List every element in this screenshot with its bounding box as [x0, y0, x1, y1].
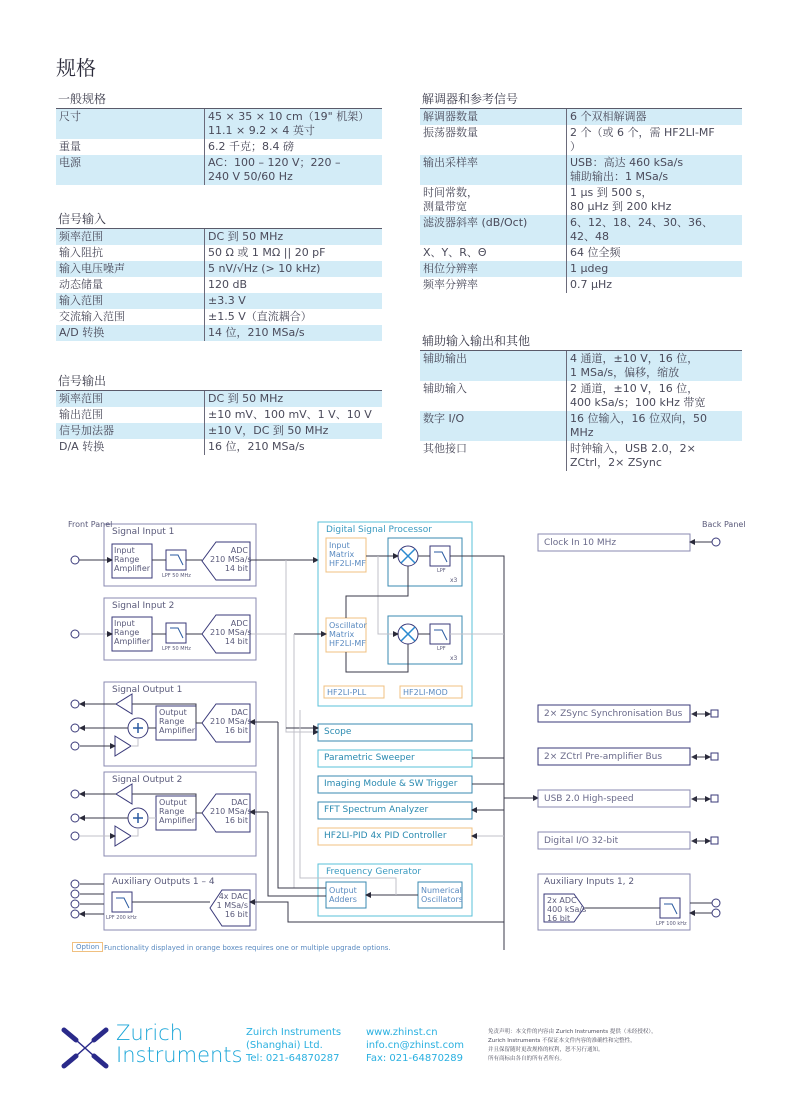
amp-in-1 [115, 736, 131, 756]
spec-row [56, 309, 382, 325]
module-scope: Scope [324, 727, 352, 737]
spec-key: 频率范围 [56, 391, 205, 407]
spec-section-signal-output [56, 372, 382, 455]
dsp-lpf-1-box [430, 546, 450, 566]
spec-key: D/A 转换 [56, 439, 205, 455]
spec-section-aux [420, 332, 742, 471]
brand-line-1: Zurich [116, 1021, 184, 1045]
spec-row [420, 245, 742, 261]
section-title: 信号输出 [56, 372, 382, 391]
bus-zsync-port [711, 710, 718, 717]
disclaimer-line: 免责声明：本文件的内容由 Zurich Instruments 提供（未经授权）， [488, 1029, 657, 1035]
spec-row [56, 229, 382, 245]
connector-aux-out-4 [71, 910, 79, 918]
disclaimer [488, 1028, 657, 1064]
bus-usb-port [711, 795, 718, 802]
company-info [246, 1026, 341, 1065]
signal-output-2-title: Signal Output 2 [112, 775, 183, 785]
connector-out-1a [71, 700, 79, 708]
lpf-1-box [166, 550, 186, 570]
spec-value: 4 通道，±10 V，16 位， 1 MSa/s，偏移，缩放 [567, 351, 743, 381]
spec-row [420, 109, 742, 125]
web-info [366, 1026, 464, 1065]
spec-key: 振荡器数量 [420, 125, 567, 155]
spec-row [420, 215, 742, 245]
numerical-osc-label: Numerical Oscillators [421, 886, 463, 904]
section-title: 辅助输入输出和其他 [420, 332, 742, 351]
spec-row [56, 325, 382, 341]
spec-row [420, 277, 742, 293]
spec-key: 时间常数， 测量带宽 [420, 185, 567, 215]
spec-value: 50 Ω 或 1 MΩ || 20 pF [208, 246, 326, 259]
spec-value: 2 通道，±10 V，16 位， 400 kSa/s；100 kHz 带宽 [570, 382, 706, 409]
spec-value: 5 nV/√Hz (> 10 kHz) [205, 261, 383, 277]
spec-key: 输出采样率 [420, 155, 567, 185]
connector-out-2c [71, 832, 79, 840]
spec-key: 输入阻抗 [56, 245, 205, 261]
lpf-1-label: LPF 50 MHz [162, 573, 191, 579]
spec-row [420, 351, 742, 381]
spec-table [56, 109, 382, 185]
connector-in-2 [71, 630, 79, 638]
spec-key: 重量 [56, 139, 205, 155]
spec-key: A/D 转换 [56, 325, 205, 341]
lpf-2-box [166, 623, 186, 643]
module-imaging: Imaging Module & SW Trigger [324, 779, 458, 789]
dac-2-label: DAC 210 MSa/s 16 bit [210, 798, 252, 825]
spec-table [56, 229, 382, 341]
spec-value: DC 到 50 MHz [205, 391, 383, 407]
bus-zctrl-port [711, 753, 718, 760]
spec-key: 频率分辨率 [420, 277, 567, 293]
spec-key: 其他接口 [420, 441, 567, 471]
bus-dio-label: Digital I/O 32-bit [544, 836, 619, 846]
spec-value: 45 × 35 × 10 cm（19" 机架） 11.1 × 9.2 × 4 英寸 [205, 109, 383, 139]
signal-input-1-title: Signal Input 1 [112, 527, 175, 537]
aux-outputs-title: Auxiliary Outputs 1 – 4 [112, 877, 215, 887]
spec-key: 尺寸 [56, 109, 205, 139]
amp-out-2 [116, 784, 132, 804]
output-amp-2-label: Output Range Amplifier [159, 798, 196, 825]
spec-row [420, 125, 742, 155]
block-diagram [0, 510, 792, 960]
spec-row [420, 381, 742, 411]
output-amp-1-label: Output Range Amplifier [159, 708, 196, 735]
connector-aux-in-1 [712, 899, 720, 907]
spec-value: 1 μdeg [567, 261, 743, 277]
section-title: 解调器和参考信号 [420, 90, 742, 109]
connector-aux-in-2 [712, 909, 720, 917]
front-panel-label: Front Panel [68, 520, 113, 529]
disclaimer-line: 并且保留随时更改规格的权利，恕不另行通知。 [488, 1047, 604, 1053]
spec-value: 0.7 μHz [570, 278, 613, 291]
spec-table [420, 351, 742, 471]
connector-aux-out-1 [71, 880, 79, 888]
spec-row [56, 423, 382, 439]
aux-inputs-title: Auxiliary Inputs 1, 2 [544, 877, 635, 887]
spec-key: 辅助输出 [420, 351, 567, 381]
dac-1-label: DAC 210 MSa/s 16 bit [210, 708, 252, 735]
spec-section-demodulator [420, 90, 742, 293]
module-sweeper: Parametric Sweeper [324, 753, 415, 763]
connector-aux-out-2 [71, 890, 79, 898]
disclaimer-line: 所有商标由各自的所有者所有。 [488, 1056, 566, 1062]
spec-row [56, 293, 382, 309]
fax: Fax: 021-64870289 [366, 1053, 464, 1064]
bus-usb-label: USB 2.0 High-speed [544, 794, 634, 804]
mod-label: HF2LI-MOD [403, 688, 448, 697]
spec-key: 辅助输入 [420, 381, 567, 411]
input-amp-2-label: Input Range Amplifier [114, 619, 151, 646]
spec-row [420, 185, 742, 215]
adc-2-label: ADC 210 MSa/s 14 bit [210, 619, 252, 646]
section-title: 一般规格 [56, 90, 382, 109]
freq-gen-title: Frequency Generator [326, 867, 422, 877]
spec-section-general [56, 90, 382, 185]
bus-zctrl-label: 2× ZCtrl Pre-amplifier Bus [544, 752, 663, 762]
disclaimer-line: Zurich Instruments 不保证本文件内容的准确性和完整性， [488, 1038, 636, 1044]
spec-key: 频率范围 [56, 229, 205, 245]
spec-row [56, 407, 382, 423]
dsp-title: Digital Signal Processor [326, 525, 432, 535]
dsp-lpf-2-box [430, 624, 450, 644]
connector-in-1 [71, 556, 79, 564]
spec-table [56, 391, 382, 455]
aux-in-lpf-label: LPF 100 kHz [656, 921, 687, 927]
aux-dac-label: 4x DAC 1 MSa/s 16 bit [216, 892, 248, 919]
output-adders-label: Output Adders [329, 886, 357, 904]
spec-value: AC：100 – 120 V；220 – 240 V 50/60 Hz [205, 155, 383, 185]
spec-table [420, 109, 742, 293]
connector-out-1c [71, 742, 79, 750]
spec-value: 16 位，210 MSa/s [208, 440, 305, 453]
spec-key: 输入电压噪声 [56, 261, 205, 277]
spec-row [420, 155, 742, 185]
section-title: 信号输入 [56, 210, 382, 229]
spec-key: 输入范围 [56, 293, 205, 309]
zurich-logo-icon [60, 1026, 110, 1070]
spec-row [56, 439, 382, 455]
spec-value: DC 到 50 MHz [205, 229, 383, 245]
spec-row [420, 411, 742, 441]
signal-output-1-title: Signal Output 1 [112, 685, 183, 695]
email-link[interactable]: info.cn@zhinst.com [366, 1040, 464, 1051]
footer [56, 1022, 756, 1082]
spec-key: 滤波器斜率 (dB/Oct) [420, 215, 567, 245]
company-tel: Tel: 021-64870287 [246, 1053, 340, 1064]
spec-section-signal-input [56, 210, 382, 341]
company-name-2: (Shanghai) Ltd. [246, 1040, 323, 1051]
connector-out-1b [71, 724, 79, 732]
spec-key: X、Y、R、Θ [420, 245, 567, 261]
spec-value: ±10 mV、100 mV、1 V、10 V [208, 408, 372, 421]
connector-out-2b [71, 814, 79, 822]
amp-in-2 [115, 826, 131, 846]
demod-1-count: x3 [450, 577, 458, 584]
spec-value: 16 位输入，16 位双向，50 MHz [567, 411, 743, 441]
module-fft: FFT Spectrum Analyzer [324, 805, 429, 815]
spec-key: 解调器数量 [420, 109, 567, 125]
spec-value: 120 dB [208, 278, 248, 291]
lpf-1-icon [170, 555, 183, 565]
aux-lpf-box [112, 892, 132, 912]
brand-line-2: Instruments [116, 1043, 243, 1067]
adc-1-label: ADC 210 MSa/s 14 bit [210, 546, 252, 573]
spec-row [56, 277, 382, 293]
option-note: Functionality displayed in orange boxes requires one or multiple upgrade options. [104, 944, 391, 952]
spec-value: USB：高达 460 kSa/s 辅助输出：1 MSa/s [567, 155, 743, 185]
spec-key: 交流输入范围 [56, 309, 205, 325]
spec-value: 1 μs 到 500 s， 80 μHz 到 200 kHz [570, 186, 672, 213]
spec-key: 电源 [56, 155, 205, 185]
connector-aux-out-3 [71, 900, 79, 908]
clock-label: Clock In 10 MHz [544, 538, 617, 548]
pll-label: HF2LI-PLL [327, 688, 367, 697]
spec-row [56, 139, 382, 155]
website-link[interactable]: www.zhinst.cn [366, 1027, 438, 1038]
spec-key: 数字 I/O [420, 411, 567, 441]
signal-input-2-title: Signal Input 2 [112, 601, 175, 611]
spec-row [56, 245, 382, 261]
page-title: 规格 [56, 56, 96, 80]
spec-row [56, 155, 382, 185]
spec-key: 相位分辨率 [420, 261, 567, 277]
brand-name [116, 1022, 242, 1066]
lpf-2-label: LPF 50 MHz [162, 646, 191, 652]
lpf-2-icon [170, 628, 183, 638]
spec-value: ±10 V，DC 到 50 MHz [205, 423, 383, 439]
connector-out-2a [71, 790, 79, 798]
spec-value: 6、12、18、24、30、36、 42、48 [567, 215, 743, 245]
bus-dio-port [711, 837, 718, 844]
connector-clock [712, 538, 720, 546]
input-amp-1-label: Input Range Amplifier [114, 546, 151, 573]
spec-row [420, 261, 742, 277]
spec-value: 6 个双相解调器 [567, 109, 743, 125]
dsp-lpf-1-label: LPF [437, 568, 446, 574]
dsp-lpf-2-label: LPF [437, 646, 446, 652]
spec-value: 14 位，210 MSa/s [205, 325, 383, 341]
back-panel-label: Back Panel [702, 520, 746, 529]
aux-adc-label: 2x ADC 400 kSa/s 16 bit [547, 896, 587, 923]
aux-lpf-label: LPF 200 kHz [106, 915, 137, 921]
option-badge: Option [72, 942, 103, 952]
spec-row [56, 391, 382, 407]
spec-key: 动态储量 [56, 277, 205, 293]
spec-key: 信号加法器 [56, 423, 205, 439]
input-matrix-label: Input Matrix HF2LI-MF [329, 541, 366, 568]
module-pid: HF2LI-PID 4x PID Controller [324, 831, 447, 841]
company-name: Zuirch Instruments [246, 1027, 342, 1038]
spec-value: 6.2 千克；8.4 磅 [208, 140, 294, 153]
bus-zsync-label: 2× ZSync Synchronisation Bus [544, 709, 683, 719]
diagram-lines [0, 510, 792, 960]
spec-key: 输出范围 [56, 407, 205, 423]
demod-2-count: x3 [450, 655, 458, 662]
spec-row [56, 261, 382, 277]
spec-value: 2 个（或 6 个，需 HF2LI-MF ） [570, 126, 715, 153]
amp-out-1 [116, 694, 132, 714]
spec-row [56, 109, 382, 139]
osc-matrix-label: Oscillator Matrix HF2LI-MF [329, 621, 367, 648]
spec-value: ±3.3 V [205, 293, 383, 309]
spec-value: 64 位全频 [570, 246, 621, 259]
spec-value: ±1.5 V（直流耦合） [208, 310, 312, 323]
spec-value: 时钟输入，USB 2.0，2× ZCtrl，2× ZSync [570, 442, 696, 469]
aux-in-lpf-box [660, 898, 680, 918]
spec-row [420, 441, 742, 471]
